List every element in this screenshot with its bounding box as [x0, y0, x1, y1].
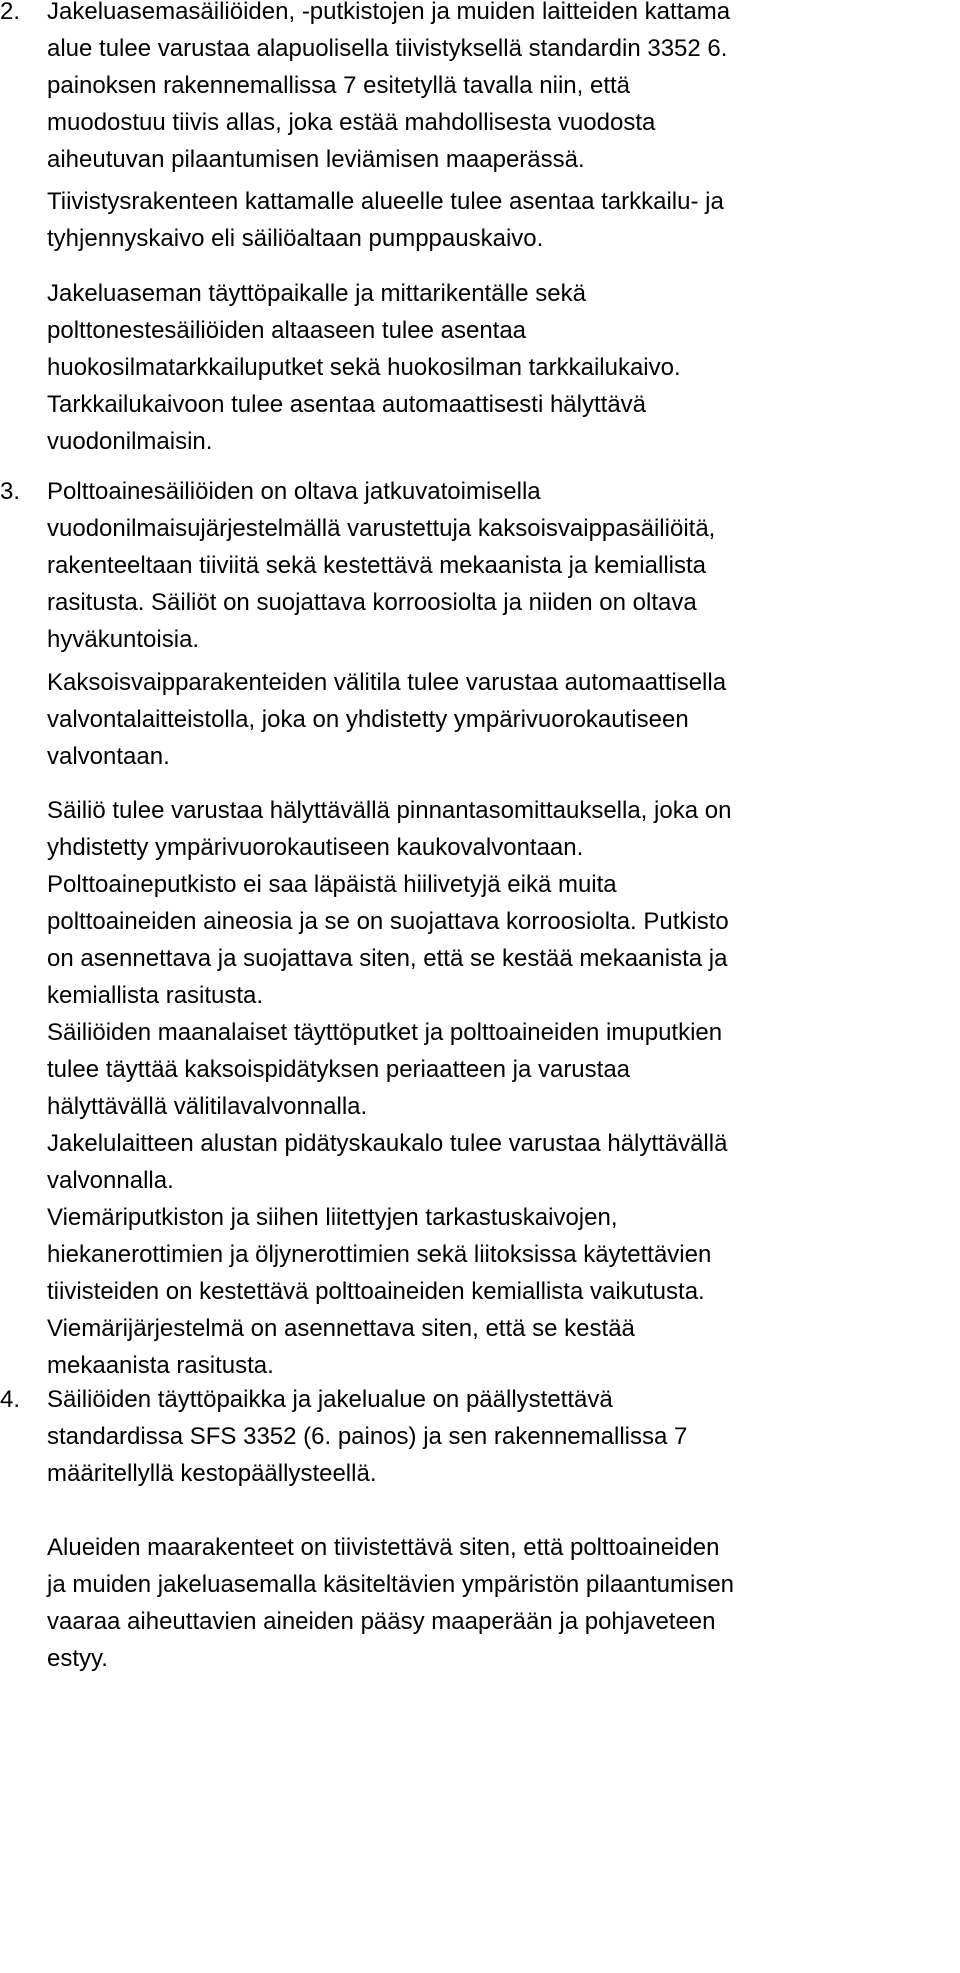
paragraph [47, 1381, 952, 1492]
paragraph [47, 664, 952, 775]
text-line: määritellyllä kestopäällysteellä. [47, 1460, 377, 1487]
text-line: Säiliöiden maanalaiset täyttöputket ja polttoaineiden imuputkien [47, 1019, 723, 1046]
text-line: yhdistetty ympärivuorokautiseen kaukovalvontaan. [47, 834, 584, 861]
text-line: Polttoainesäiliöiden on oltava jatkuvatoimisella [47, 478, 541, 505]
item-number: 3. [0, 478, 21, 505]
text-line: tyhjennyskaivo eli säiliöaltaan pumppauskaivo. [47, 225, 544, 252]
text-line: valvonnalla. [47, 1167, 174, 1194]
text-line: vuodonilmaisujärjestelmällä varustettuja kaksoisvaippasäiliöitä, [47, 515, 716, 542]
text-line: mekaanista rasitusta. [47, 1352, 274, 1379]
text-line: rasitusta. Säiliöt on suojattava korroosiolta ja niiden on oltava [47, 589, 697, 616]
text-line: Jakelulaitteen alustan pidätyskaukalo tulee varustaa hälyttävällä [47, 1130, 728, 1157]
paragraph [47, 792, 952, 1384]
paragraph [47, 473, 952, 658]
paragraph [47, 1529, 952, 1677]
text-line: rakenteeltaan tiiviitä sekä kestettävä mekaanista ja kemiallista [47, 552, 706, 579]
text-line: Säiliöiden täyttöpaikka ja jakelualue on päällystettävä [47, 1386, 613, 1413]
paragraph [47, 183, 952, 257]
text-line: ja muiden jakeluasemalla käsiteltävien ympäristön pilaantumisen [47, 1571, 735, 1598]
text-line: Jakeluaseman täyttöpaikalle ja mittarikentälle sekä [47, 280, 586, 307]
text-line: aiheutuvan pilaantumisen leviämisen maaperässä. [47, 146, 585, 173]
text-line: standardissa SFS 3352 (6. painos) ja sen rakennemallissa 7 [47, 1423, 688, 1450]
text-line: vuodonilmaisin. [47, 428, 213, 455]
text-line: alue tulee varustaa alapuolisella tiivistyksellä standardin 3352 6. [47, 35, 728, 62]
text-line: Viemärijärjestelmä on asennettava siten, että se kestää [47, 1315, 635, 1342]
text-line: Alueiden maarakenteet on tiivistettävä siten, että polttoaineiden [47, 1534, 720, 1561]
text-line: estyy. [47, 1645, 108, 1672]
text-line: hälyttävällä välitilavalvonnalla. [47, 1093, 368, 1120]
text-line: Säiliö tulee varustaa hälyttävällä pinnantasomittauksella, joka on [47, 797, 732, 824]
text-line: Polttoaineputkisto ei saa läpäistä hiilivetyjä eikä muita [47, 871, 617, 898]
text-line: Viemäriputkiston ja siihen liitettyjen tarkastuskaivojen, [47, 1204, 618, 1231]
text-line: Tarkkailukaivoon tulee asentaa automaattisesti hälyttävä [47, 391, 647, 418]
text-line: huokosilmatarkkailuputket sekä huokosilman tarkkailukaivo. [47, 354, 681, 381]
text-line: tiivisteiden on kestettävä polttoaineiden kemiallista vaikutusta. [47, 1278, 705, 1305]
item-number: 4. [0, 1386, 21, 1413]
text-line: polttonestesäiliöiden altaaseen tulee asentaa [47, 317, 527, 344]
paragraph [47, 275, 952, 460]
text-line: hyväkuntoisia. [47, 626, 200, 653]
text-line: hiekanerottimien ja öljynerottimien sekä liitoksissa käytettävien [47, 1241, 712, 1268]
text-line: valvontalaitteistolla, joka on yhdistetty ympärivuorokautiseen [47, 706, 689, 733]
text-line: tulee täyttää kaksoispidätyksen periaatteen ja varustaa [47, 1056, 631, 1083]
text-line: Tiivistysrakenteen kattamalle alueelle tulee asentaa tarkkailu- ja [47, 188, 724, 215]
text-line: on asennettava ja suojattava siten, että se kestää mekaanista ja [47, 945, 728, 972]
text-line: polttoaineiden aineosia ja se on suojattava korroosiolta. Putkisto [47, 908, 729, 935]
item-number: 2. [0, 0, 21, 25]
text-line: vaaraa aiheuttavien aineiden pääsy maaperään ja pohjaveteen [47, 1608, 716, 1635]
text-line: painoksen rakennemallissa 7 esitetyllä tavalla niin, että [47, 72, 630, 99]
text-line: valvontaan. [47, 743, 170, 770]
text-line: muodostuu tiivis allas, joka estää mahdollisesta vuodosta [47, 109, 656, 136]
text-line: kemiallista rasitusta. [47, 982, 264, 1009]
text-line: Jakeluasemasäiliöiden, -putkistojen ja muiden laitteiden kattama [47, 0, 731, 25]
text-line: Kaksoisvaipparakenteiden välitila tulee varustaa automaattisella [47, 669, 727, 696]
paragraph [47, 0, 952, 178]
